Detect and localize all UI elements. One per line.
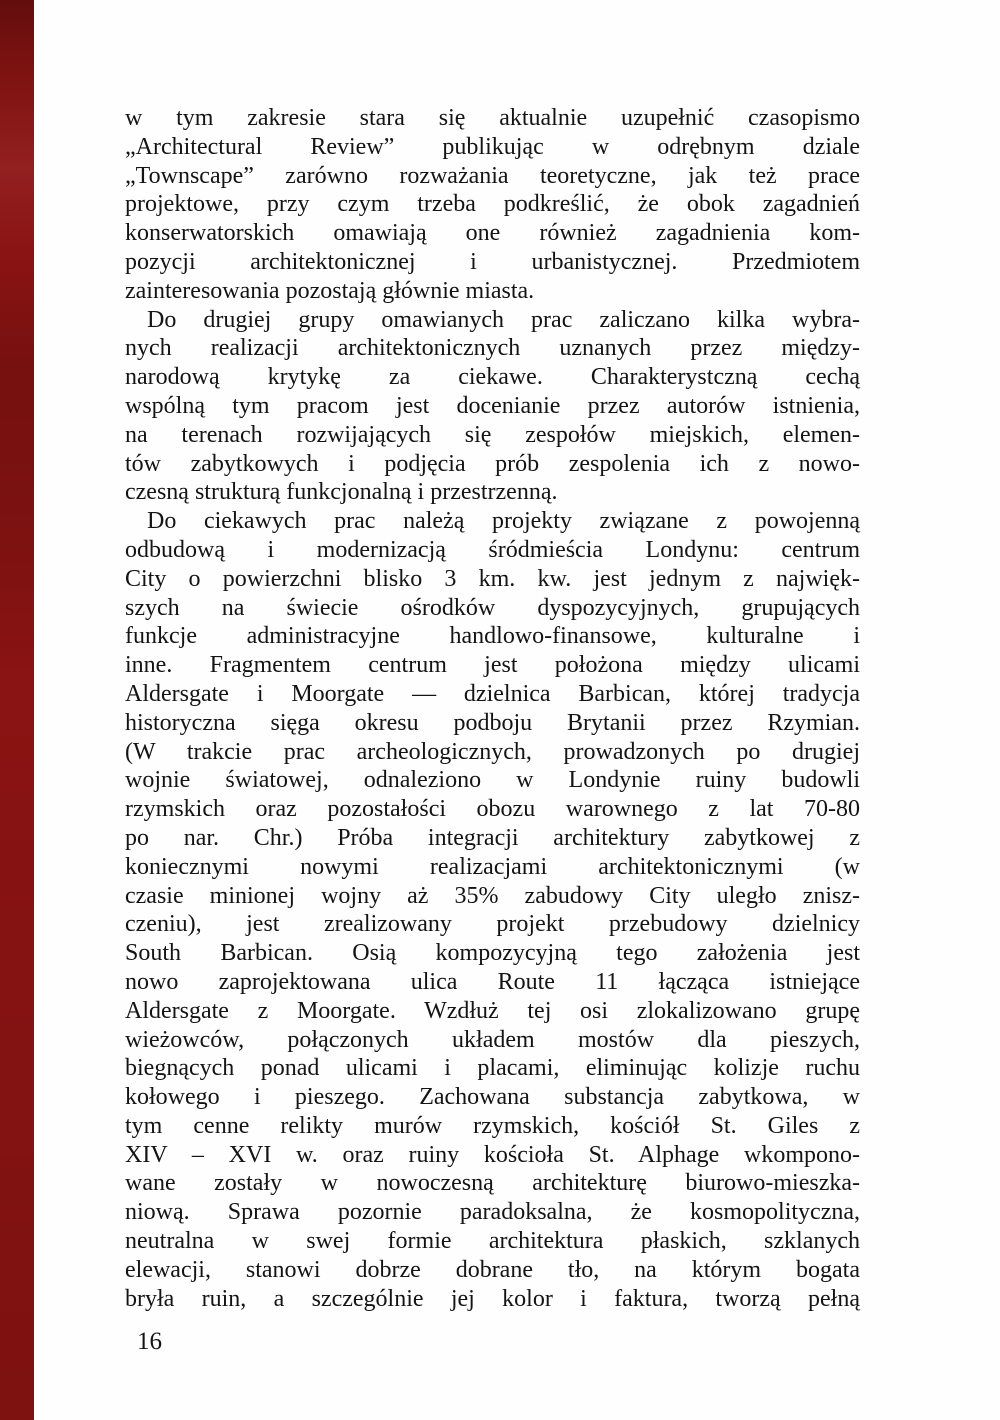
- text-line: Do drugiej grupy omawianych prac zaliczano kilka wybra-: [147, 306, 860, 333]
- text-line: wojnie światowej, odnaleziono w Londynie ruiny budowli: [125, 767, 860, 794]
- text-line: zainteresowania pozostają głównie miasta.: [125, 277, 535, 304]
- text-line: „Townscape” zarówno rozważania teoretyczne, jak też prace: [125, 162, 860, 189]
- text-line: bryła ruin, a szczególnie jej kolor i faktura, tworzą pełną: [125, 1285, 860, 1312]
- text-line: narodową krytykę za ciekawe. Charakterystczną cechą: [125, 364, 860, 391]
- text-line: niową. Sprawa pozornie paradoksalna, że kosmopolityczna,: [125, 1199, 860, 1226]
- text-line: City o powierzchni blisko 3 km. kw. jest jednym z najwięk-: [125, 565, 860, 592]
- text-line: na terenach rozwijających się zespołów miejskich, elemen-: [125, 421, 860, 448]
- text-line: historyczna sięga okresu podboju Brytanii przez Rzymian.: [125, 709, 860, 736]
- text-line: neutralna w swej formie architektura płaskich, szklanych: [125, 1228, 860, 1255]
- text-line: konserwatorskich omawiają one również zagadnienia kom-: [125, 220, 860, 247]
- text-line: elewacji, stanowi dobrze dobrane tło, na którym bogata: [125, 1256, 860, 1283]
- paragraph: [125, 507, 860, 1313]
- text-line: wspólną tym pracom jest docenianie przez autorów istnienia,: [125, 392, 860, 419]
- text-line: wieżowców, połączonych układem mostów dla pieszych,: [125, 1026, 860, 1053]
- text-line: inne. Fragmentem centrum jest położona między ulicami: [125, 652, 860, 679]
- text-line: Aldersgate i Moorgate — dzielnica Barbican, której tradycja: [125, 680, 860, 707]
- text-block: [125, 104, 860, 1313]
- paragraph: [125, 104, 860, 306]
- text-line: South Barbican. Osią kompozycyjną tego założenia jest: [125, 940, 860, 967]
- text-line: tym cenne relikty murów rzymskich, kościół St. Giles z: [125, 1112, 860, 1139]
- text-line: rzymskich oraz pozostałości obozu warownego z lat 70-80: [125, 796, 860, 823]
- text-line: funkcje administracyjne handlowo-finansowe, kulturalne i: [125, 623, 860, 650]
- text-line: szych na świecie ośrodków dyspozycyjnych, grupujących: [125, 594, 860, 621]
- text-line: „Architectural Review” publikując w odrębnym dziale: [125, 133, 860, 160]
- text-line: tów zabytkowych i podjęcia prób zespolenia ich z nowo-: [125, 450, 860, 477]
- text-line: (W trakcie prac archeologicznych, prowadzonych po drugiej: [125, 738, 860, 765]
- text-line: kołowego i pieszego. Zachowana substancja zabytkowa, w: [125, 1084, 860, 1111]
- text-line: Aldersgate z Moorgate. Wzdłuż tej osi zlokalizowano grupę: [125, 997, 860, 1024]
- text-line: w tym zakresie stara się aktualnie uzupełnić czasopismo: [125, 105, 860, 131]
- text-line: wane zostały w nowoczesną architekturę biurowo-mieszka-: [125, 1170, 860, 1197]
- text-line: czesną strukturą funkcjonalną i przestrzenną.: [125, 479, 558, 506]
- text-line: biegnących ponad ulicami i placami, eliminując kolizje ruchu: [125, 1055, 860, 1082]
- paragraph: [125, 306, 860, 508]
- text-line: czeniu), jest zrealizowany projekt przebudowy dzielnicy: [125, 911, 860, 938]
- text-line: pozycji architektonicznej i urbanistycznej. Przedmiotem: [125, 248, 860, 275]
- text-line: czasie minionej wojny aż 35% zabudowy City uległo znisz-: [125, 882, 860, 909]
- text-line: projektowe, przy czym trzeba podkreślić, że obok zagadnień: [125, 191, 860, 218]
- text-line: Do ciekawych prac należą projekty związane z powojenną: [147, 508, 860, 535]
- text-line: XIV – XVI w. oraz ruiny kościoła St. Alphage wkompono-: [125, 1141, 860, 1168]
- text-line: nowo zaprojektowana ulica Route 11 łącząca istniejące: [125, 968, 860, 995]
- page-number: 16: [137, 1328, 162, 1355]
- text-line: po nar. Chr.) Próba integracji architektury zabytkowej z: [125, 824, 860, 851]
- text-line: odbudową i modernizacją śródmieścia Londynu: centrum: [125, 536, 860, 563]
- book-binding-edge: [0, 0, 34, 1420]
- text-line: koniecznymi nowymi realizacjami architektonicznymi (w: [125, 853, 860, 880]
- text-line: nych realizacji architektonicznych uznanych przez między-: [125, 335, 860, 362]
